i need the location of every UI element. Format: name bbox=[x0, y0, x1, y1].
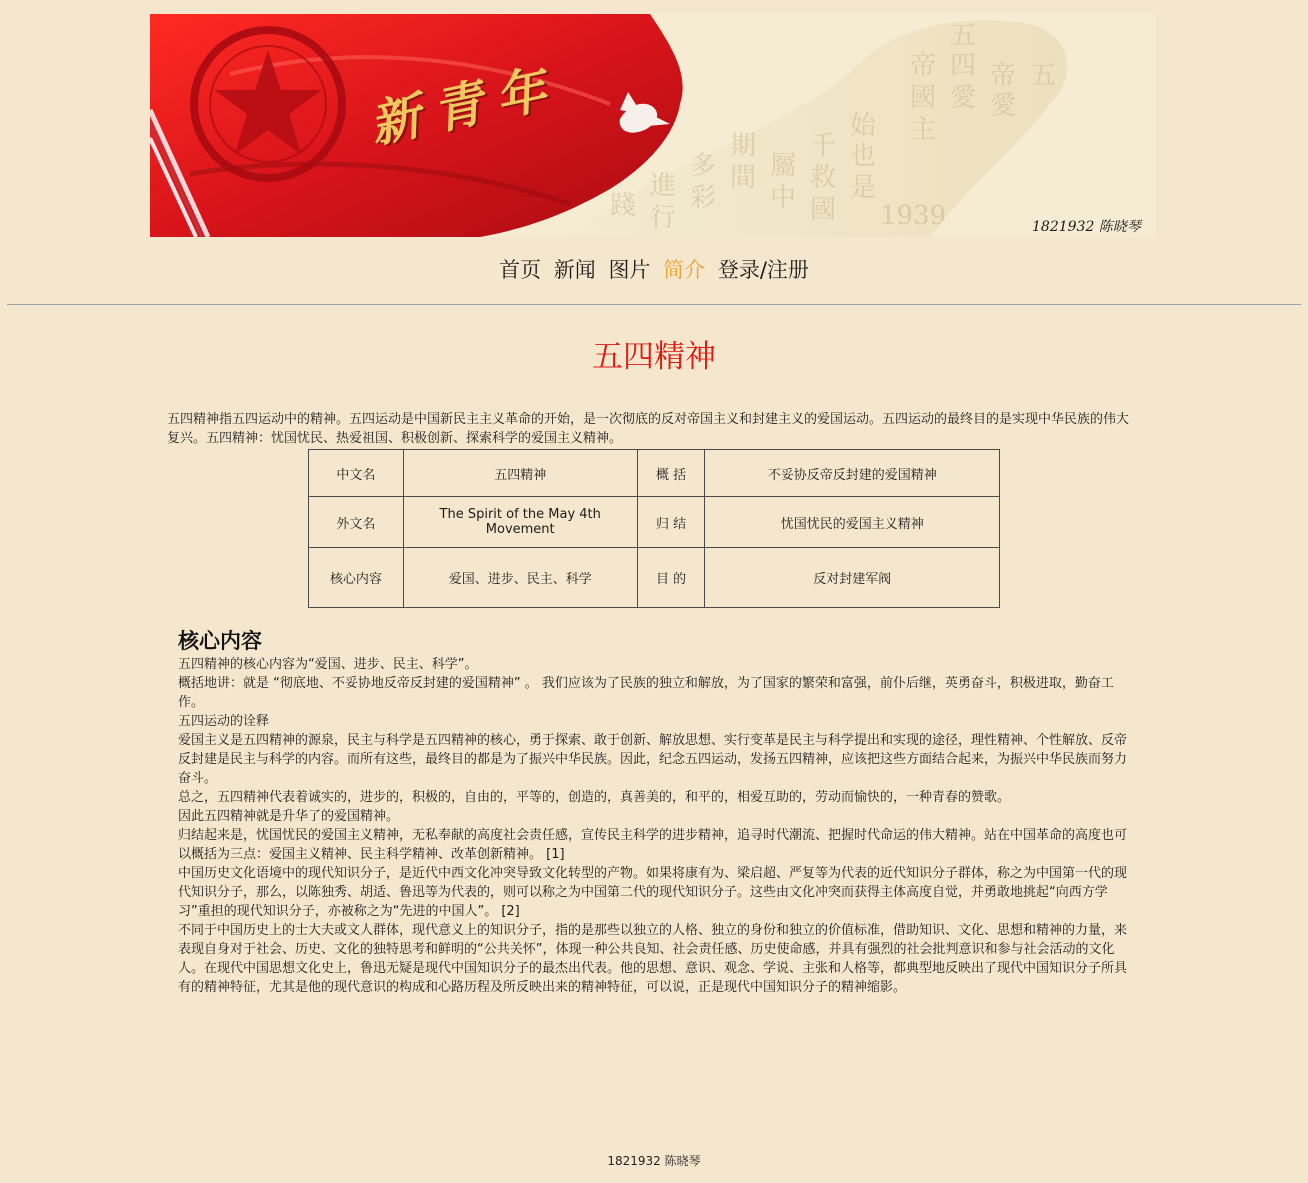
svg-text:進: 進 bbox=[650, 171, 677, 201]
svg-text:彩: 彩 bbox=[690, 183, 717, 213]
svg-text:千: 千 bbox=[810, 131, 837, 161]
svg-text:踐: 踐 bbox=[610, 191, 637, 221]
svg-text:是: 是 bbox=[850, 173, 877, 203]
core-paragraph: 归结起来是，忧国忧民的爱国主义精神，无私奉献的高度社会责任感，宣传民主科学的进步精神，追寻时代潮流、把握时代命运的伟大精神。站在中国革命的高度也可以概括为三点：爱国主义精神、民主科学精神、改革创新精神。 [1] bbox=[178, 828, 1128, 862]
table-cell-value: 不妥协反帝反封建的爱国精神 bbox=[705, 450, 1000, 497]
core-paragraph: 因此五四精神就是升华了的爱国精神。 bbox=[178, 809, 400, 824]
svg-text:多: 多 bbox=[690, 151, 717, 181]
nav-home[interactable]: 首页 bbox=[499, 258, 542, 282]
core-content-section bbox=[178, 627, 1130, 997]
nav-divider bbox=[7, 304, 1301, 305]
svg-text:五: 五 bbox=[1030, 61, 1057, 91]
table-cell-value: The Spirit of the May 4th Movement bbox=[403, 497, 637, 548]
table-row bbox=[309, 497, 1000, 548]
core-paragraph: 概括地讲：就是 “彻底地、不妥协地反帝反封建的爱国精神” 。 我们应该为了民族的独立和解放，为了国家的繁荣和富强，前仆后继，英勇奋斗，积极进取，勤奋工作。 bbox=[178, 676, 1114, 710]
banner-title: 新青年 bbox=[364, 56, 565, 155]
svg-text:帝: 帝 bbox=[990, 61, 1017, 91]
svg-text:間: 間 bbox=[730, 163, 757, 193]
table-cell-label: 中文名 bbox=[309, 450, 404, 497]
table-row bbox=[309, 548, 1000, 608]
nav-login-register[interactable]: 登录/注册 bbox=[717, 258, 809, 282]
info-table bbox=[308, 449, 1000, 608]
core-content-heading: 核心内容 bbox=[178, 629, 262, 653]
banner-artwork bbox=[150, 14, 1156, 237]
svg-text:屬: 屬 bbox=[770, 151, 797, 181]
core-paragraph: 总之，五四精神代表着诚实的，进步的，积极的，自由的，平等的，创造的，真善美的，和平的，相爱互助的，劳动而愉快的，一种青春的赞歌。 bbox=[178, 790, 1011, 805]
table-cell-label: 归 结 bbox=[637, 497, 705, 548]
banner-signature: 1821932 陈晓琴 bbox=[1032, 219, 1141, 235]
core-paragraph: 五四精神的核心内容为“爱国、进步、民主、科学”。 bbox=[178, 657, 478, 672]
svg-text:愛: 愛 bbox=[990, 91, 1017, 121]
svg-text:行: 行 bbox=[650, 203, 677, 233]
nav-intro[interactable]: 简介 bbox=[663, 258, 706, 282]
svg-text:國: 國 bbox=[910, 83, 937, 113]
table-cell-value: 爱国、进步、民主、科学 bbox=[403, 548, 637, 608]
nav-pictures[interactable]: 图片 bbox=[608, 258, 651, 282]
table-cell-label: 外文名 bbox=[309, 497, 404, 548]
footer-text: 1821932 陈晓琴 bbox=[607, 1154, 701, 1168]
table-row bbox=[309, 450, 1000, 497]
svg-text:中: 中 bbox=[770, 183, 797, 213]
core-paragraph: 中国历史文化语境中的现代知识分子，是近代中西文化冲突导致文化转型的产物。如果将康有为、梁启超、严复等为代表的近代知识分子群体，称之为中国第一代的现代知识分子，那么，以陈独秀、胡适、鲁迅等为代表的，则可以称之为中国第二代的现代知识分子。这些由文化冲突而获得主体高度自觉，并勇敢地挑起“向西方学习”重担的现代知识分子，亦被称之为“先进的中国人”。 [2] bbox=[178, 866, 1128, 919]
core-paragraph: 五四运动的诠释 bbox=[178, 714, 270, 729]
svg-text:主: 主 bbox=[910, 115, 937, 145]
svg-text:始: 始 bbox=[850, 111, 877, 141]
main-nav bbox=[0, 255, 1308, 285]
svg-text:救: 救 bbox=[810, 163, 837, 193]
nav-news[interactable]: 新闻 bbox=[553, 258, 596, 282]
table-cell-label: 核心内容 bbox=[309, 548, 404, 608]
svg-text:期: 期 bbox=[730, 131, 757, 161]
core-paragraph: 不同于中国历史上的士大夫或文人群体，现代意义上的知识分子，指的是那些以独立的人格、独立的身份和独立的价值标准，借助知识、文化、思想和精神的力量，来表现自身对于社会、历史、文化的独特思考和鲜明的“公共关怀”，体现一种公共良知、社会责任感、历史使命感，并具有强烈的社会批判意识和参与社会活动的文化人。在现代中国思想文化史上，鲁迅无疑是现代中国知识分子的最杰出代表。他的思想、意识、观念、学说、主张和人格等，都典型地反映出了现代中国知识分子所具有的精神特征，尤其是他的现代意识的构成和心路历程及所反映出来的精神特征，可以说，正是现代中国知识分子的精神缩影。 bbox=[178, 923, 1128, 995]
core-paragraph: 爱国主义是五四精神的源泉，民主与科学是五四精神的核心，勇于探索、敢于创新、解放思想、实行变革是民主与科学提出和实现的途径，理性精神、个性解放、反帝反封建是民主与科学的内容。而所有这些，最终目的都是为了振兴中华民族。因此，纪念五四运动，发扬五四精神，应该把这些方面结合起来，为振兴中华民族而努力奋斗。 bbox=[178, 733, 1128, 786]
table-cell-value: 反对封建军阀 bbox=[705, 548, 1000, 608]
intro-paragraph: 五四精神指五四运动中的精神。五四运动是中国新民主主义革命的开始，是一次彻底的反对帝国主义和封建主义的爱国运动。五四运动的最终目的是实现中华民族的伟大复兴。五四精神：忧国忧民、热爱祖国、积极创新、探索科学的爱国主义精神。 bbox=[167, 412, 1130, 446]
table-cell-value: 五四精神 bbox=[403, 450, 637, 497]
svg-text:愛: 愛 bbox=[950, 83, 977, 113]
svg-text:五: 五 bbox=[950, 21, 977, 51]
svg-text:帝: 帝 bbox=[910, 51, 937, 81]
svg-text:國: 國 bbox=[810, 195, 837, 225]
svg-text:1939: 1939 bbox=[880, 201, 947, 231]
table-cell-label: 概 括 bbox=[637, 450, 705, 497]
svg-text:四: 四 bbox=[950, 51, 977, 81]
table-cell-label: 目 的 bbox=[637, 548, 705, 608]
banner-image bbox=[150, 14, 1156, 237]
svg-text:也: 也 bbox=[850, 141, 877, 171]
table-cell-value: 忧国忧民的爱国主义精神 bbox=[705, 497, 1000, 548]
page-title: 五四精神 bbox=[592, 339, 716, 375]
